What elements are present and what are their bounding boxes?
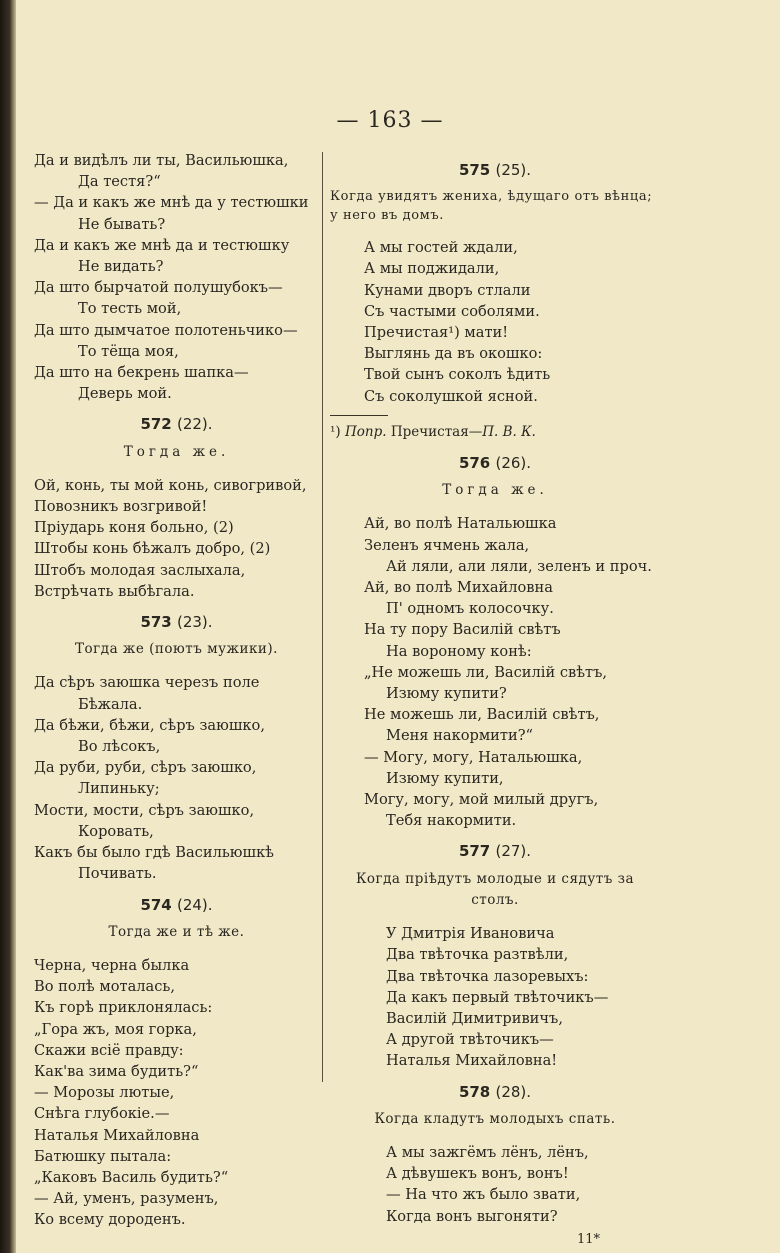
song-caption: Тогда же. xyxy=(442,482,548,499)
song-heading xyxy=(330,841,660,862)
song-heading xyxy=(330,160,660,181)
song-heading xyxy=(34,414,319,435)
verse-line: Как'ва зима будить?“ xyxy=(34,1062,199,1080)
song-number: 577 xyxy=(458,842,491,861)
song-caption: Когда увидятъ жениха, ѣдущаго отъ вѣнца; у него въ домъ. xyxy=(330,189,653,224)
verse-line: „Не можешь ли, Василій свѣтъ, xyxy=(364,663,608,681)
verse-line: Да сѣръ заюшка черезъ поле xyxy=(34,674,260,692)
verse-line: Тебя накормити. xyxy=(386,812,517,830)
verse-line: Скажи всіё правду: xyxy=(34,1041,184,1059)
verse-line: Да и видѣлъ ли ты, Васильюшка, xyxy=(34,152,289,169)
verse-line: На ту пору Василій свѣтъ xyxy=(364,621,561,639)
verse-line: Да и какъ же мнѣ да и тестюшку xyxy=(34,236,290,254)
verse-line: Когда вонъ выгоняти? xyxy=(386,1207,558,1225)
book-binding-edge xyxy=(0,0,16,1253)
song-caption: Тогда же и тѣ же. xyxy=(108,923,245,940)
verse-line: — На что жъ было звати, xyxy=(386,1186,581,1204)
verse-line: Черна, черна былка xyxy=(34,956,190,974)
song-heading xyxy=(330,1082,660,1103)
verse-line: Изюму купити, xyxy=(386,769,504,787)
verse-line: Батюшку пытала: xyxy=(34,1147,172,1165)
verse-line: Мости, мости, сѣръ заюшко, xyxy=(34,801,255,819)
song-subnumber: (28). xyxy=(495,1082,532,1101)
verse-line: Какъ бы было гдѣ Васильюшкѣ xyxy=(34,844,274,862)
page-number: — 163 — xyxy=(336,108,444,133)
verse-line: Твой сынъ соколъ ѣдить xyxy=(364,366,551,384)
song-subnumber: (27). xyxy=(495,842,532,861)
verse-line: А мы гостей ждали, xyxy=(364,239,518,257)
verse-line: А мы поджидали, xyxy=(364,260,500,278)
verse-line: Василій Димитривичъ, xyxy=(386,1009,563,1027)
verse-line: Повозникъ возгривой! xyxy=(34,498,208,516)
verse-line: У Дмитрія Ивановича xyxy=(386,925,555,943)
verse-line: — Ай, уменъ, разуменъ, xyxy=(34,1190,219,1208)
verse-line: А мы зажгёмъ лёнъ, лёнъ, xyxy=(386,1143,589,1161)
verse-line: Кунами дворъ стлали xyxy=(364,281,531,299)
song-subnumber: (25). xyxy=(495,161,532,179)
verse-line: Ай, во полѣ Натальюшка xyxy=(364,515,557,533)
footnote-author: П. В. К. xyxy=(482,423,536,440)
song-heading xyxy=(34,895,319,916)
footnote-rule xyxy=(330,415,388,416)
song-heading xyxy=(330,453,660,474)
verse-line: А дѣвушекъ вонъ, вонъ! xyxy=(386,1165,569,1183)
right-column xyxy=(330,150,660,1250)
verse-line: Къ горѣ приклонялась: xyxy=(34,999,213,1017)
verse-line: Съ частыми соболями. xyxy=(364,302,540,320)
verse-line: Наталья Михайловна xyxy=(34,1126,200,1144)
left-column xyxy=(34,150,319,1231)
verse-line: Штобы конь бѣжалъ добро, (2) xyxy=(34,540,271,558)
footnote-prefix: Попр. xyxy=(344,423,387,440)
song-number: 576 xyxy=(458,454,491,473)
verse-line: Липиньку; xyxy=(78,780,160,798)
verse-line: Два твѣточка разтвѣли, xyxy=(386,946,569,964)
verse-line: Пречистая¹) мати! xyxy=(364,324,509,342)
song-caption: Тогда же. xyxy=(123,443,230,460)
verse-line: „Гора жъ, моя горка, xyxy=(34,1020,197,1038)
song-heading xyxy=(34,612,319,633)
verse-line: Не можешь ли, Василій свѣтъ, xyxy=(364,706,600,724)
verse-line: Зеленъ ячмень жала, xyxy=(364,536,530,554)
song-subnumber: (22). xyxy=(176,415,213,434)
song-number: 578 xyxy=(458,1082,491,1101)
song-subnumber: (24). xyxy=(176,895,213,914)
verse-line: А другой твѣточикъ— xyxy=(386,1031,554,1049)
footnote xyxy=(330,422,660,443)
verse-line: — Могу, могу, Натальюшка, xyxy=(364,748,583,766)
verse-line: Да тестя?“ xyxy=(78,173,161,191)
verse-line: Ко всему дороденъ. xyxy=(34,1211,186,1229)
verse-line: Бѣжала. xyxy=(78,695,143,713)
verse-line: Да што бырчатой полушубокъ— xyxy=(34,279,283,297)
verse-line: Да што на бекрень шапка— xyxy=(34,364,249,382)
verse-line: То тёща моя, xyxy=(78,342,179,360)
song-caption: Когда пріѣдутъ молодые и сядутъ за столъ. xyxy=(355,870,635,908)
verse-line: Не видать? xyxy=(78,258,164,276)
verse-line: Два твѣточка лазоревыхъ: xyxy=(386,967,589,985)
verse-line: Деверь мой. xyxy=(78,385,172,403)
song-number: 573 xyxy=(140,613,172,632)
verse-line: Во лѣсокъ, xyxy=(78,738,161,756)
song-caption: Тогда же (поютъ мужики). xyxy=(75,641,278,658)
verse-line: Не бывать? xyxy=(78,215,166,233)
song-number: 572 xyxy=(140,415,172,434)
verse-line: Снѣга глубокіе.— xyxy=(34,1105,170,1123)
verse-line: Могу, могу, мой милый другъ, xyxy=(364,791,599,809)
verse-line: Изюму купити? xyxy=(386,685,507,703)
verse-line: Меня накормити?“ xyxy=(386,727,533,745)
verse-line: На вороному конѣ: xyxy=(386,642,532,660)
verse-line: Коровать, xyxy=(78,822,154,840)
footnote-mark: ¹) xyxy=(330,423,341,440)
verse-line: Да руби, руби, сѣръ заюшко, xyxy=(34,759,257,777)
verse-line: Ой, конь, ты мой конь, сивогривой, xyxy=(34,476,307,494)
verse-line: Ай, во полѣ Михайловна xyxy=(364,579,553,597)
verse-line: Да што дымчатое полотеньчико— xyxy=(34,321,298,339)
verse-line: „Каковъ Василь будить?“ xyxy=(34,1168,229,1186)
verse-line: Встрѣчать выбѣгала. xyxy=(34,582,195,600)
song-caption: Когда кладутъ молодыхъ спать. xyxy=(374,1110,616,1127)
verse-line: Во полѣ моталась, xyxy=(34,978,176,996)
verse-line: Пріударь коня больно, (2) xyxy=(34,519,234,537)
signature-mark: 11* xyxy=(576,1231,600,1247)
verse-line: Да бѣжи, бѣжи, сѣръ заюшко, xyxy=(34,716,265,734)
verse-line: Выглянь да въ окошко: xyxy=(364,345,543,363)
verse-line: Почивать. xyxy=(78,865,157,883)
footnote-text: Пречистая— xyxy=(390,423,483,440)
verse-line: Да какъ первый твѣточикъ— xyxy=(386,988,609,1006)
song-number: 575 xyxy=(458,161,491,179)
verse-line: То тесть мой, xyxy=(78,300,182,318)
song-number: 574 xyxy=(140,895,172,914)
verse-line: — Да и какъ же мнѣ да у тестюшки xyxy=(34,194,309,212)
song-subnumber: (23). xyxy=(176,613,213,632)
verse-line: Штобъ молодая заслыхала, xyxy=(34,561,246,579)
verse-line: П' одномъ колосочку. xyxy=(386,600,554,618)
column-divider xyxy=(322,152,323,1082)
verse-line: Наталья Михайловна! xyxy=(386,1052,558,1070)
verse-line: — Морозы лютые, xyxy=(34,1084,175,1102)
verse-line: Ай ляли, али ляли, зеленъ и проч. xyxy=(386,557,652,575)
song-subnumber: (26). xyxy=(495,454,532,473)
verse-line: Съ соколушкой ясной. xyxy=(364,387,538,405)
